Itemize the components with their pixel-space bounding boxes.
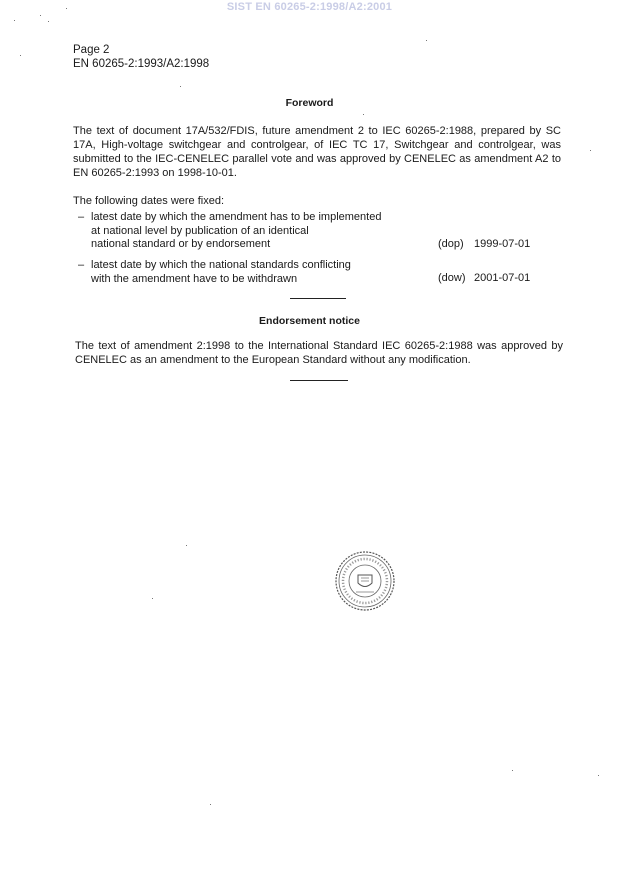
date-value: 1999-07-01 [474, 238, 531, 250]
date-item-line: national standard or by endorsement [91, 238, 271, 250]
date-value: 2001-07-01 [474, 272, 531, 284]
scan-speck [186, 545, 187, 546]
scan-speck [66, 8, 67, 9]
scan-speck [512, 770, 513, 771]
date-item-line: latest date by which the national standards conflicting [91, 259, 351, 271]
scan-speck [20, 55, 21, 56]
page-number: Page 2 [73, 44, 110, 56]
date-code: (dop) [438, 238, 464, 250]
list-dash: – [78, 259, 85, 271]
foreword-paragraph: The text of document 17A/532/FDIS, future amendment 2 to IEC 60265-2:1988, prepared by SC 17A, High-voltage switchgear and controlgear, of IEC TC 17, Switchgear and controlgear, was submitted to the IEC-CENELEC parallel vote and was approved by CENELEC as amendment A2 to EN 60265-2:1993 on 1998-10-01. [73, 125, 561, 179]
scan-speck [48, 21, 49, 22]
scan-speck [363, 114, 364, 115]
dates-intro: The following dates were fixed: [73, 195, 225, 207]
scan-speck [152, 598, 153, 599]
scan-speck [590, 150, 591, 151]
date-item-line: at national level by publication of an identical [91, 224, 309, 237]
scan-speck [14, 20, 15, 21]
scan-speck [40, 15, 41, 16]
section-divider [290, 298, 346, 299]
scan-speck [426, 40, 427, 41]
scan-speck [210, 804, 211, 805]
endorsement-paragraph: The text of amendment 2:1998 to the International Standard IEC 60265-2:1988 was approved by CENELEC as an amendment to the European Standard without any modification. [75, 340, 563, 366]
scan-speck [598, 775, 599, 776]
foreword-title: Foreword [285, 97, 334, 109]
page-header [73, 44, 209, 71]
date-item-line: latest date by which the amendment has to be implemented [91, 211, 382, 223]
scan-speck [180, 86, 181, 87]
official-seal-stamp [334, 550, 396, 612]
watermark: SIST EN 60265-2:1998/A2:2001 [226, 1, 393, 13]
document-id: EN 60265-2:1993/A2:1998 [73, 57, 210, 70]
endorsement-title: Endorsement notice [259, 315, 360, 327]
date-code: (dow) [438, 272, 466, 284]
date-item-text [91, 211, 431, 252]
date-item-dow [78, 259, 538, 287]
date-item-line: with the amendment have to be withdrawn [91, 272, 298, 285]
list-dash: – [78, 211, 85, 223]
section-divider [290, 380, 348, 381]
date-item-text [91, 259, 431, 286]
date-item-dop [78, 211, 538, 253]
